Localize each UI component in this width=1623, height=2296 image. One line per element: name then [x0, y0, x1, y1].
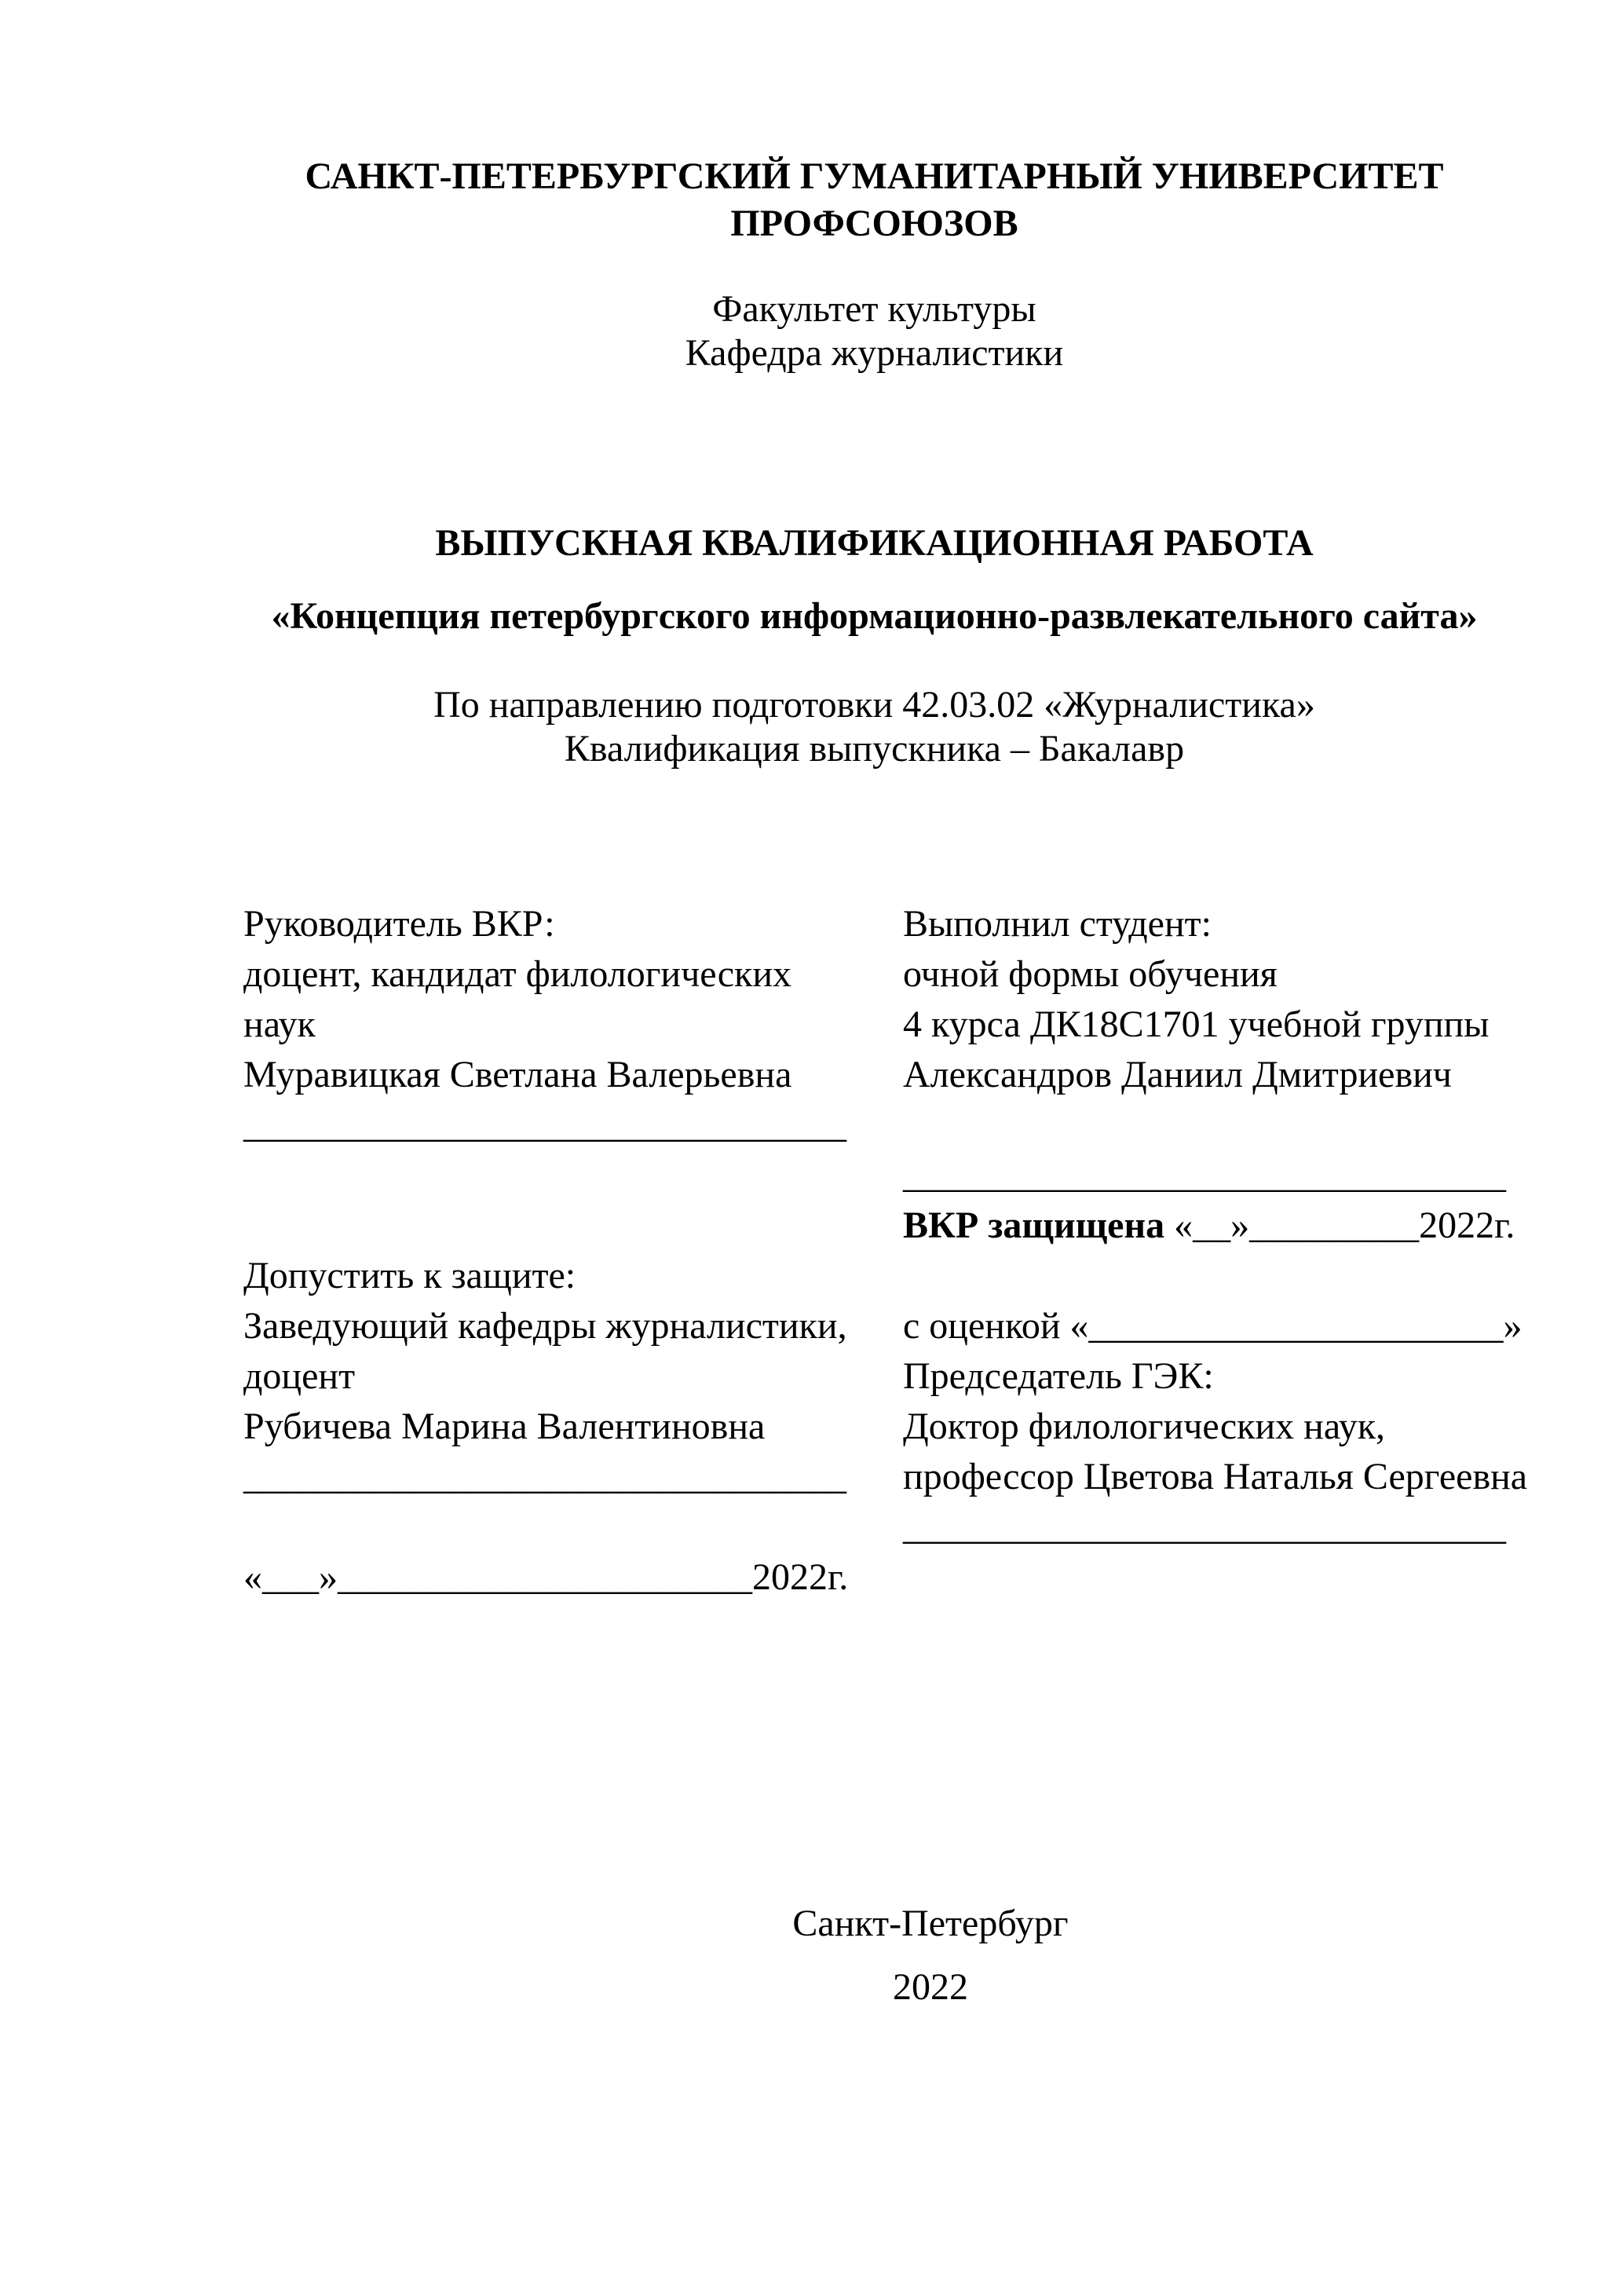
student-heading: Выполнил студент:	[903, 903, 1212, 945]
university-name-line2: ПРОФСОЮЗОВ	[730, 203, 1018, 244]
student-name: Александров Даниил Дмитриевич	[903, 1054, 1452, 1095]
admit-position-line1: Заведующий кафедры журналистики,	[243, 1305, 847, 1347]
defended-line-rest: «__»_________2022г.	[1164, 1205, 1515, 1246]
admit-date-line: «___»______________________2022г.	[243, 1556, 849, 1598]
blank-row	[903, 1100, 1531, 1150]
blank-row	[903, 1251, 1531, 1301]
blank-row	[243, 1150, 903, 1201]
university-name	[243, 153, 1505, 247]
admit-name: Рубичева Марина Валентиновна	[243, 1406, 766, 1447]
university-name-line1: САНКТ-ПЕТЕРБУРГСКИЙ ГУМАНИТАРНЫЙ УНИВЕРСИТЕТ	[305, 155, 1444, 197]
blank-row	[243, 1201, 903, 1251]
supervisor-column	[243, 899, 903, 1603]
chair-name: профессор Цветова Наталья Сергеевна	[903, 1456, 1528, 1497]
supervisor-heading: Руководитель ВКР:	[243, 903, 555, 945]
qualification-line: Квалификация выпускника – Бакалавр	[564, 728, 1185, 770]
program-block	[243, 683, 1505, 771]
defended-line-bold: ВКР защищена	[903, 1205, 1165, 1246]
defended-line	[903, 1201, 1531, 1251]
admit-signature-line: ________________________________	[243, 1456, 846, 1497]
supervisor-degree-line2: наук	[243, 1004, 316, 1045]
faculty-line: Факультет культуры	[712, 288, 1036, 330]
program-line: По направлению подготовки 42.03.02 «Журналистика»	[433, 684, 1315, 726]
chair-heading: Председатель ГЭК:	[903, 1355, 1214, 1397]
footer-year: 2022	[893, 1966, 968, 2008]
supervisor-signature-line: ________________________________	[243, 1104, 846, 1146]
admit-heading: Допустить к защите:	[243, 1255, 576, 1296]
chair-signature-line: ________________________________	[903, 1506, 1506, 1548]
admit-position-line2: доцент	[243, 1355, 356, 1397]
supervisor-name: Муравицкая Светлана Валерьевна	[243, 1054, 792, 1095]
student-group-line: 4 курса ДК18С1701 учебной группы	[903, 1004, 1490, 1045]
supervisor-degree-line1: доцент, кандидат филологических	[243, 953, 792, 995]
blank-row	[243, 1502, 903, 1552]
chair-degree-line: Доктор филологических наук,	[903, 1406, 1386, 1447]
student-signature-line: ________________________________	[903, 1154, 1506, 1196]
work-type-heading: ВЫПУСКНАЯ КВАЛИФИКАЦИОННАЯ РАБОТА	[435, 522, 1314, 564]
department-line: Кафедра журналистики	[685, 332, 1064, 374]
footer-city: Санкт-Петербург	[792, 1903, 1069, 1944]
work-title: «Концепция петербургского информационно-развлекательного сайта»	[271, 595, 1478, 637]
student-column	[903, 899, 1531, 1552]
student-form-line: очной формы обучения	[903, 953, 1278, 995]
grade-line: с оценкой «______________________»	[903, 1305, 1522, 1347]
faculty-department-block	[243, 287, 1505, 375]
